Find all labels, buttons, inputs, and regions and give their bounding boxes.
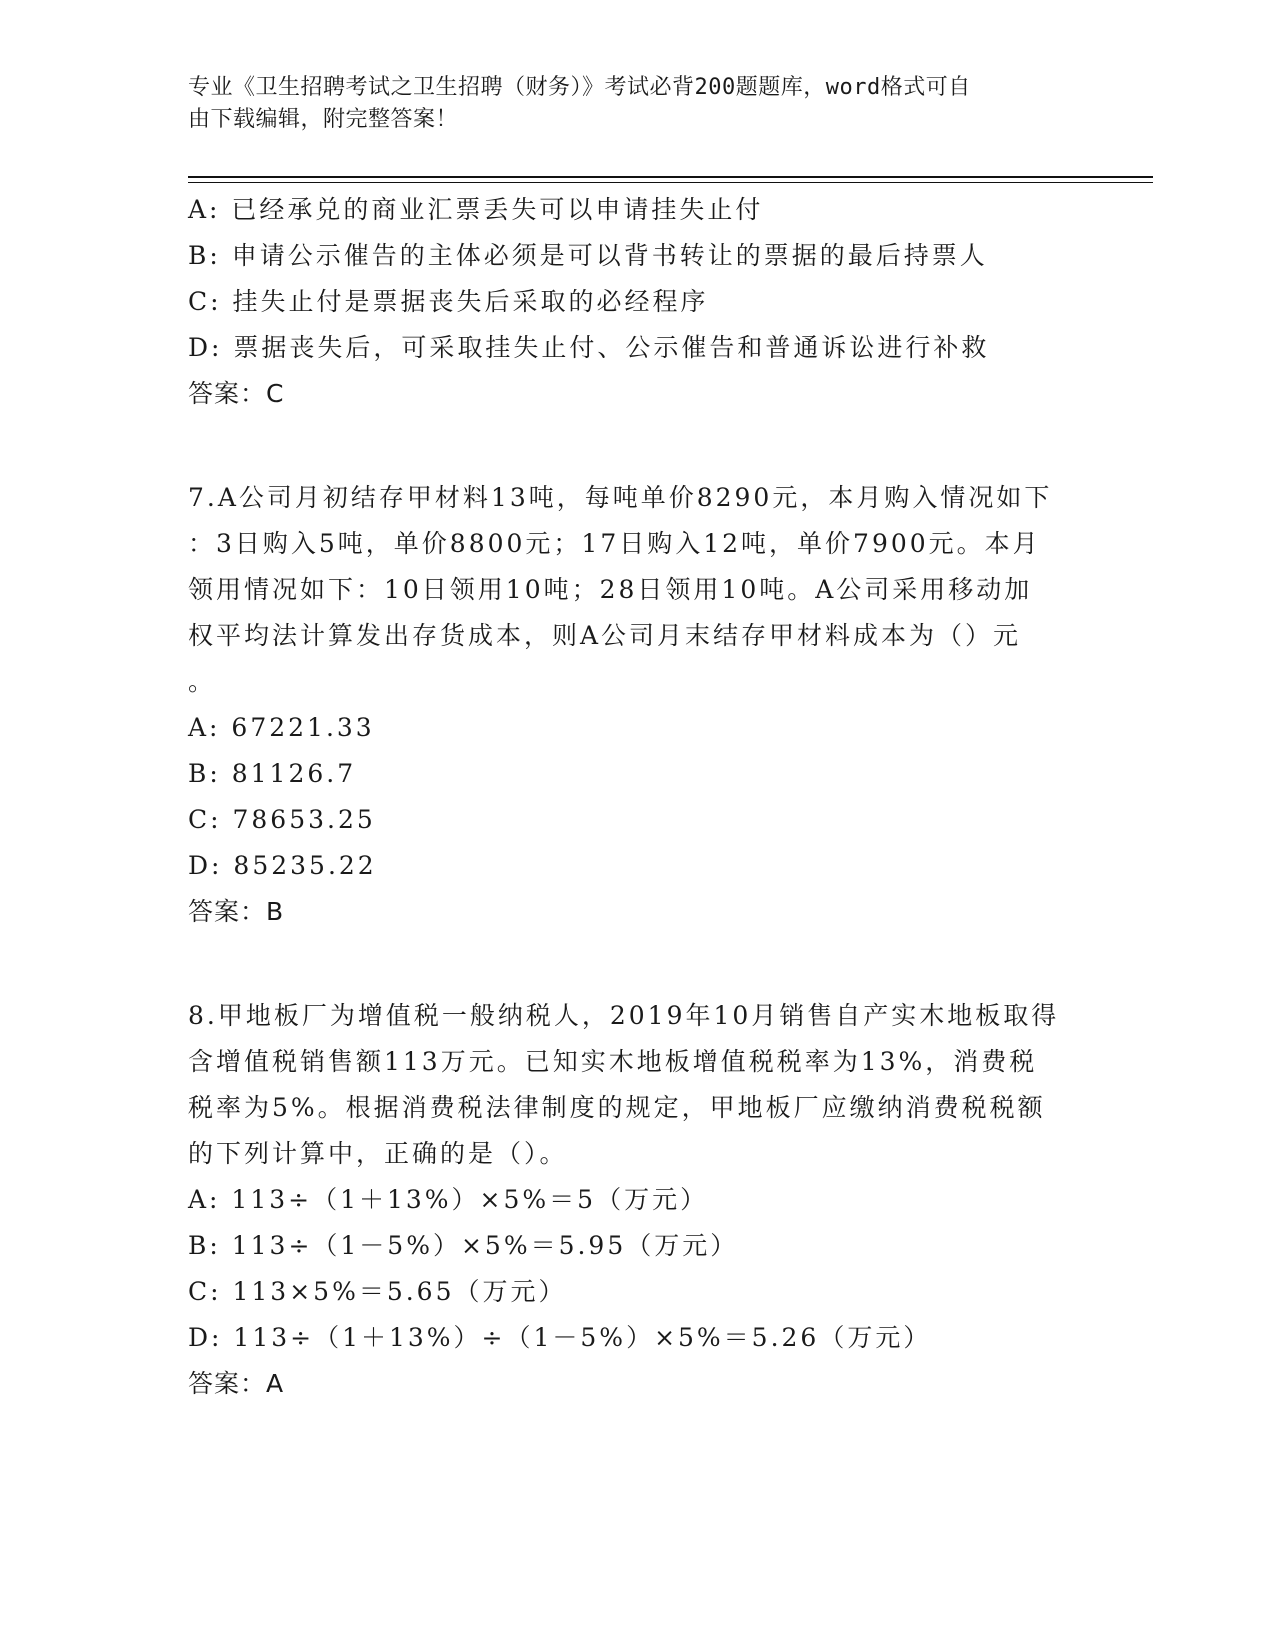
header-line-2: 由下载编辑，附完整答案！ — [188, 107, 459, 132]
question-prev — [188, 187, 1088, 417]
option-a: A: 67221.33 — [188, 713, 375, 742]
option-a: A: 已经承兑的商业汇票丢失可以申请挂失止付 — [188, 195, 764, 224]
question-list — [188, 187, 1088, 1407]
option-b: B: 113÷（1－5%）×5%＝5.95（万元） — [188, 1231, 739, 1260]
option-a: A: 113÷（1＋13%）×5%＝5（万元） — [188, 1185, 709, 1214]
document-header — [188, 72, 1078, 136]
option-d: D: 85235.22 — [188, 851, 377, 880]
header-divider-thin — [188, 182, 1153, 183]
question-stem-line: 。 — [188, 667, 217, 696]
question-stem-line: 领用情况如下：10日领用10吨；28日领用10吨。A公司采用移动加 — [188, 575, 1033, 604]
question-stem-line: 税率为5%。根据消费税法律制度的规定，甲地板厂应缴纳消费税税额 — [188, 1093, 1046, 1122]
header-divider-thick — [188, 176, 1153, 178]
option-d: D: 票据丧失后，可采取挂失止付、公示催告和普通诉讼进行补救 — [188, 333, 990, 362]
header-line-1: 专业《卫生招聘考试之卫生招聘（财务）》考试必背200题题库，word格式可自 — [188, 75, 971, 100]
question-stem-line: 7.A公司月初结存甲材料13吨，每吨单价8290元，本月购入情况如下 — [188, 483, 1053, 512]
option-d: D: 113÷（1＋13%）÷（1－5%）×5%＝5.26（万元） — [188, 1323, 932, 1352]
option-b: B: 81126.7 — [188, 759, 357, 788]
option-c: C: 78653.25 — [188, 805, 376, 834]
question-stem-line: 8.甲地板厂为增值税一般纳税人，2019年10月销售自产实木地板取得 — [188, 1001, 1060, 1030]
option-b: B: 申请公示催告的主体必须是可以背书转让的票据的最后持票人 — [188, 241, 988, 270]
question-stem-line: 含增值税销售额113万元。已知实木地板增值税税率为13%，消费税 — [188, 1047, 1038, 1076]
spacer — [188, 417, 1088, 475]
option-c: C: 挂失止付是票据丧失后采取的必经程序 — [188, 287, 709, 316]
answer: 答案：B — [188, 897, 285, 926]
option-c: C: 113×5%＝5.65（万元） — [188, 1277, 567, 1306]
question-stem-line: 权平均法计算发出存货成本，则A公司月末结存甲材料成本为（）元 — [188, 621, 1022, 650]
spacer — [188, 935, 1088, 993]
answer: 答案：A — [188, 1369, 285, 1398]
question-stem-line: ：3日购入5吨，单价8800元；17日购入12吨，单价7900元。本月 — [188, 529, 1041, 558]
question-7 — [188, 475, 1088, 935]
question-stem-line: 的下列计算中，正确的是（）。 — [188, 1139, 568, 1168]
question-8 — [188, 993, 1088, 1407]
answer: 答案：C — [188, 379, 285, 408]
